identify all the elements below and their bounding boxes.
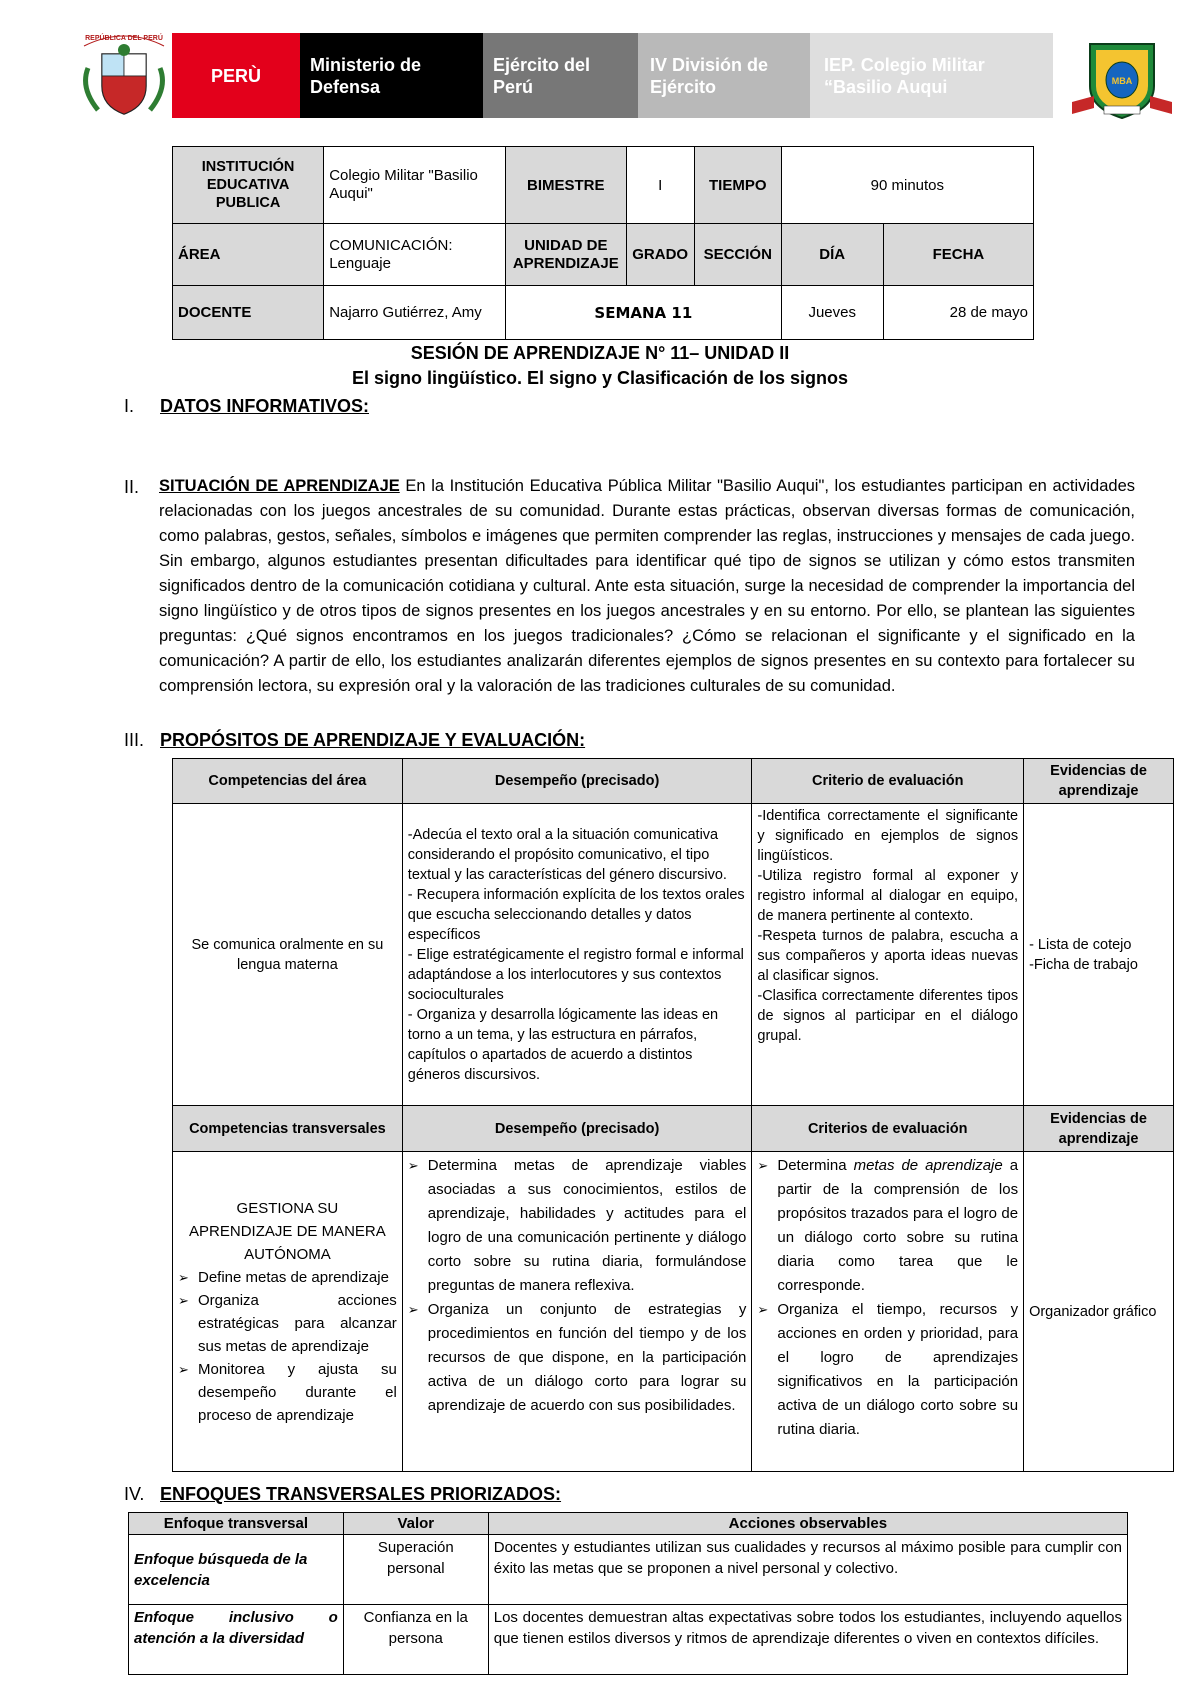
dia-value: Jueves (781, 286, 883, 340)
section-datos-informativos: I. DATOS INFORMATIVOS: (124, 396, 369, 416)
evidencias-cell: - Lista de cotejo -Ficha de trabajo (1024, 804, 1174, 1106)
unidad-label: UNIDAD DE APRENDIZAJE (506, 224, 627, 286)
enfoques-table (128, 1512, 1128, 1675)
banner-division: IV División de Ejército (638, 33, 810, 118)
banner-peru: PERÙ (172, 33, 300, 118)
tiempo-value: 90 minutos (781, 147, 1033, 224)
section-enfoques: IV. ENFOQUES TRANSVERSALES PRIORIZADOS: (124, 1484, 562, 1504)
propositos-table (172, 758, 1174, 1472)
school-badge-logo (1070, 36, 1174, 122)
banner-ejercito: Ejército del Perú (483, 33, 638, 118)
fecha-label: FECHA (883, 224, 1033, 286)
header-desempeno: Desempeño (precisado) (402, 759, 752, 804)
area-label: ÁREA (173, 224, 324, 286)
section-propositos: III. PROPÓSITOS DE APRENDIZAJE Y EVALUACIÓN: (124, 730, 586, 750)
institucion-label: INSTITUCIÓN EDUCATIVA PUBLICA (173, 147, 324, 224)
area-value: COMUNICACIÓN: Lenguaje (324, 224, 506, 286)
shield-text: REPÚBLICA DEL PERÚ (85, 35, 163, 42)
info-table (172, 146, 1034, 340)
tiempo-label: TIEMPO (694, 147, 781, 224)
docente-value: Najarro Gutiérrez, Amy (324, 286, 506, 340)
header-competencias-area: Competencias del área (173, 759, 403, 804)
banner-ministerio: Ministerio de Defensa (300, 33, 483, 118)
header-criterio: Criterio de evaluación (752, 759, 1024, 804)
header-competencias-transversales: Competencias transversales (173, 1106, 403, 1152)
desempeno-trans-cell: ➢ Determina metas de aprendizaje viables asociadas a sus conocimientos, estilos de aprendizaje, habilidades y actitudes para el logro de una comunicación pertinente y diálogo corto sobre su rutina diaria, formulándose preguntas de manera reflexiva. ➢ Organiza un conjunto de estrategias y procedimientos en función del tiempo y de los recursos de que dispone, en la participación activa de un diálogo corto para lograr su aprendizaje de acuerdo con sus posibilidades. (402, 1152, 752, 1472)
valor-cell: Confianza en la persona (343, 1605, 488, 1675)
acciones-cell: Docentes y estudiantes utilizan sus cualidades y recursos al máximo posible para cumplir con éxito las metas que se proponen a nivel personal y colectivo. (488, 1535, 1127, 1605)
seccion-label: SECCIÓN (694, 224, 781, 286)
header-evidencias-trans: Evidencias de aprendizaje (1024, 1106, 1174, 1152)
header-acciones: Acciones observables (488, 1513, 1127, 1535)
valor-cell: Superación personal (343, 1535, 488, 1605)
header-criterios-trans: Criterios de evaluación (752, 1106, 1024, 1152)
section-situacion-number: II. (124, 477, 140, 497)
header-enfoque: Enfoque transversal (129, 1513, 344, 1535)
enfoque-cell: Enfoque búsqueda de la excelencia (129, 1535, 344, 1605)
institucion-value: Colegio Militar "Basilio Auqui" (324, 147, 506, 224)
criterio-trans-cell: ➢ Determina metas de aprendizaje a partir de la comprensión de los propósitos trazados para el logro de un diálogo corto sobre su rutina diaria como tarea que le corresponde. ➢ Organiza el tiempo, recursos y acciones en orden y prioridad, para el logro de aprendizajes significativos en la participación activa de un diálogo corto sobre su rutina diaria. (752, 1152, 1024, 1472)
header-valor: Valor (343, 1513, 488, 1535)
situacion-label: SITUACIÓN DE APRENDIZAJE (159, 477, 400, 495)
situacion-text: En la Institución Educativa Pública Militar "Basilio Auqui", los estudiantes participan en actividades relacionadas con los juegos ancestrales de su comunidad. Durante estas prácticas, observan diversas formas de comunicación, como palabras, gestos, señales, símbolos e imágenes que permiten comprender las reglas, instrucciones y mensajes de cada juego. Sin embargo, algunos estudiantes presentan dificultades para identificar qué tipo de signos se utilizan y cómo estos transmiten significados dentro de la comunicación cotidiana y cultural. Ante esta situación, surge la necesidad de comprender la importancia del signo lingüístico y de otros tipos de signos presentes en los juegos ancestrales y en su entorno. Por ello, se plantean las siguientes preguntas: ¿Qué signos encontramos en los juegos tradicionales? ¿Cómo se relacionan el significante y el significado en la comunicación? A partir de ello, los estudiantes analizarán diferentes ejemplos de signos presentes en su contexto para fortalecer su comprensión lectora, su expresión oral y la valoración de las tradiciones culturales de su comunidad. (159, 477, 1135, 695)
table-row (129, 1605, 1128, 1675)
competencia-trans-title: GESTIONA SU APRENDIZAJE DE MANERA AUTÓNOMA (189, 1199, 386, 1263)
competencia-cell: Se comunica oralmente en su lengua materna (173, 804, 403, 1106)
header-desempeno-trans: Desempeño (precisado) (402, 1106, 752, 1152)
situacion-paragraph (159, 474, 1135, 699)
desempeno-cell: -Adecúa el texto oral a la situación comunicativa considerando el propósito comunicativo, el tipo textual y las características del género discursivo. - Recupera información explícita de los textos orales que escucha seleccionando detalles y datos específicos - Elige estratégicamente el registro formal e informal adaptándose a los interlocutores y sus contextos socioculturales - Organiza y desarrolla lógicamente las ideas en torno a un tema, y las estructura en párrafos, capítulos o apartados de acuerdo a distintos géneros discursivos. (402, 804, 752, 1106)
table-row (129, 1535, 1128, 1605)
criterio-cell: -Identifica correctamente el significante y significado en ejemplos de signos lingüísticos. -Utiliza registro formal al exponer y registro informal al dialogar en equipo, de manera pertinente al contexto. -Respeta turnos de palabra, escucha a sus compañeros y aporta ideas nuevas al clasificar signos. -Clasifica correctamente diferentes tipos de signos al participar en el diálogo grupal. (752, 804, 1024, 1106)
semana-value: SEMANA 11 (506, 286, 782, 340)
evidencia-trans-cell: Organizador gráfico (1024, 1152, 1174, 1472)
session-title: SESIÓN DE APRENDIZAJE N° 11– UNIDAD II (410, 343, 790, 363)
fecha-value: 28 de mayo (883, 286, 1033, 340)
bimestre-label: BIMESTRE (506, 147, 627, 224)
banner-colegio: IEP. Colegio Militar “Basilio Auqui (810, 33, 1053, 118)
peru-shield-logo (78, 28, 170, 120)
competencia-trans-cell: GESTIONA SU APRENDIZAJE DE MANERA AUTÓNOMA ➢ Define metas de aprendizaje ➢ Organiza acciones estratégicas para alcanzar sus metas de aprendizaje ➢ Monitorea y ajusta su desempeño durante el proceso de aprendizaje (173, 1152, 403, 1472)
grado-label: GRADO (626, 224, 694, 286)
enfoque-cell: Enfoque inclusivo o atención a la diversidad (129, 1605, 344, 1675)
header-evidencias: Evidencias de aprendizaje (1024, 759, 1174, 804)
session-subtitle: El signo lingüístico. El signo y Clasificación de los signos (351, 368, 849, 388)
badge-text: MBA (1111, 76, 1133, 86)
docente-label: DOCENTE (173, 286, 324, 340)
dia-label: DÍA (781, 224, 883, 286)
bimestre-value: I (626, 147, 694, 224)
acciones-cell: Los docentes demuestran altas expectativas sobre todos los estudiantes, incluyendo aquellos que tienen estilos diversos y ritmos de aprendizaje diferentes o viven en contextos difíciles. (488, 1605, 1127, 1675)
